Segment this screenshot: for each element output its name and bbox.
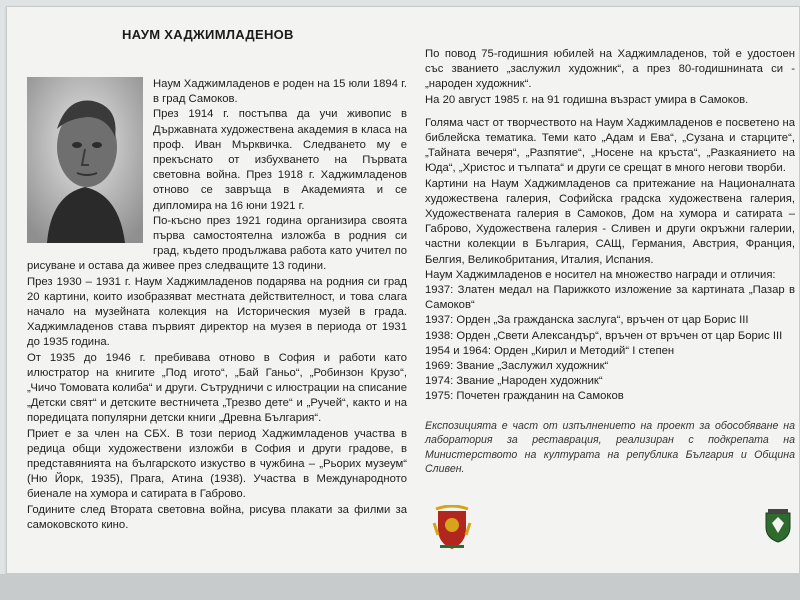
bio-paragraph: Наум Хаджимладенов е роден на 15 юли 1894 г. в град Самоков. xyxy=(153,78,407,106)
bio-paragraph: Картини на Наум Хаджимладенов са притежание на Националната художествена галерия, Софийска градска художествена галерия, Художествената галерия в Самоков, Дом на хумора и сатирата – Габрово, Художествена галерия - Сливен и други окръжни галерии, частни колекции в България, САЩ, Германия, Австрия, Франция, Белгия, Великобритания, Италия, Испания. xyxy=(425,177,795,266)
right-column xyxy=(425,47,795,477)
exhibit-panel xyxy=(6,6,800,574)
project-caption: Експозицията е част от изпълнението на проект за обособяване на лаборатория за реставрация, реализиран с подкрепата на Министерството на културата на република България и Община Сливен. xyxy=(425,419,795,476)
spacer xyxy=(425,108,795,116)
award-item: 1937: Орден „За гражданска заслуга“, връчен от цар Борис III xyxy=(425,314,749,327)
award-item: 1938: Орден „Свети Александър“, връчен от връчен от цар Борис III xyxy=(425,329,783,342)
bio-paragraph: От 1935 до 1946 г. пребивава отново в София и работи като илюстратор на книгите „Под игото“, „Бай Ганьо“, „Робинзон Крузо“, „Чичо Томовата колиба“ и други. Сътрудничи с илюстрации на списание „Детски свят“ и детските вестничета „Трезво дете“ и „Ручей“, както и на поредицата популярни детски книги „Древна България“. xyxy=(27,351,407,425)
award-item: 1969: Звание „Заслужил художник“ xyxy=(425,360,609,373)
bio-paragraph: През 1930 – 1931 г. Наум Хаджимладенов подарява на родния си град 20 картини, които изобразяват местната действителност, и това слага начало на музейната колекция на Историческия музей в града. Хаджимладенов става първият директор на музея в периода от 1931 до 1935 година. xyxy=(27,275,407,349)
bio-paragraph: Приет е за член на СБХ. В този период Хаджимладенов участва в редица общи художествени изложби в София и други градове, в представянията на българското изкуство в чужбина – „Рьорих музеум“ (Ню Йорк, 1935), Прага, Атина (1938). Участва в Международното биенале на хумора и сатирата в Габрово. xyxy=(27,427,407,501)
award-item: 1954 и 1964: Орден „Кирил и Методий“ I степен xyxy=(425,344,675,357)
bio-paragraph: Наум Хаджимладенов е носител на множество награди и отличия: xyxy=(425,268,776,281)
award-item: 1975: Почетен гражданин на Самоков xyxy=(425,390,624,403)
coat-of-arms-icon xyxy=(432,505,472,551)
municipal-crest-icon xyxy=(763,509,793,543)
wall-floor xyxy=(0,574,800,600)
bio-paragraph: Годините след Втората световна война, рисува плакати за филми за самоковското кино. xyxy=(27,503,407,531)
bio-paragraph: Голяма част от творчеството на Наум Хаджимладенов е посветено на библейска тематика. Теми като „Адам и Ева“, „Сузана и старците“, „Тайната вечеря“, „Разпятие“, „Носене на кръста“, „Разкаянието на Юда“, „Христос и тълпата“ и други се срещат в много негови творби. xyxy=(425,116,795,175)
award-item: 1974: Звание „Народен художник“ xyxy=(425,375,603,388)
portrait-photo xyxy=(27,77,143,243)
bio-paragraph: По-късно през 1921 година организира своята първа самостоятелна изложба в родния си град, където продължава работа като учител по рисуване и остава да живее през следващите 13 години. xyxy=(27,214,407,273)
page-title: НАУМ ХАДЖИМЛАДЕНОВ xyxy=(122,27,294,42)
award-item: 1937: Златен медал на Парижкото изложение за картината „Пазар в Самоков“ xyxy=(425,284,795,312)
left-column xyxy=(27,77,407,533)
bio-paragraph: По повод 75-годишния юбилей на Хаджимладенов, той е удостоен със званието „заслужил художник“, а през 80-годишнината си - „народен художник“. xyxy=(425,48,795,91)
bio-paragraph: На 20 август 1985 г. на 91 годишна възраст умира в Самоков. xyxy=(425,93,749,106)
bio-paragraph: През 1914 г. постъпва да учи живопис в Държавната художествена академия в класа на проф. Иван Мърквичка. Следването му е прекъснато от избухването на Първата световна война. През 1918 г. Хаджимладенов отново се завръща в Академията и се дипломира на 16 юни 1921 г. xyxy=(153,108,407,212)
